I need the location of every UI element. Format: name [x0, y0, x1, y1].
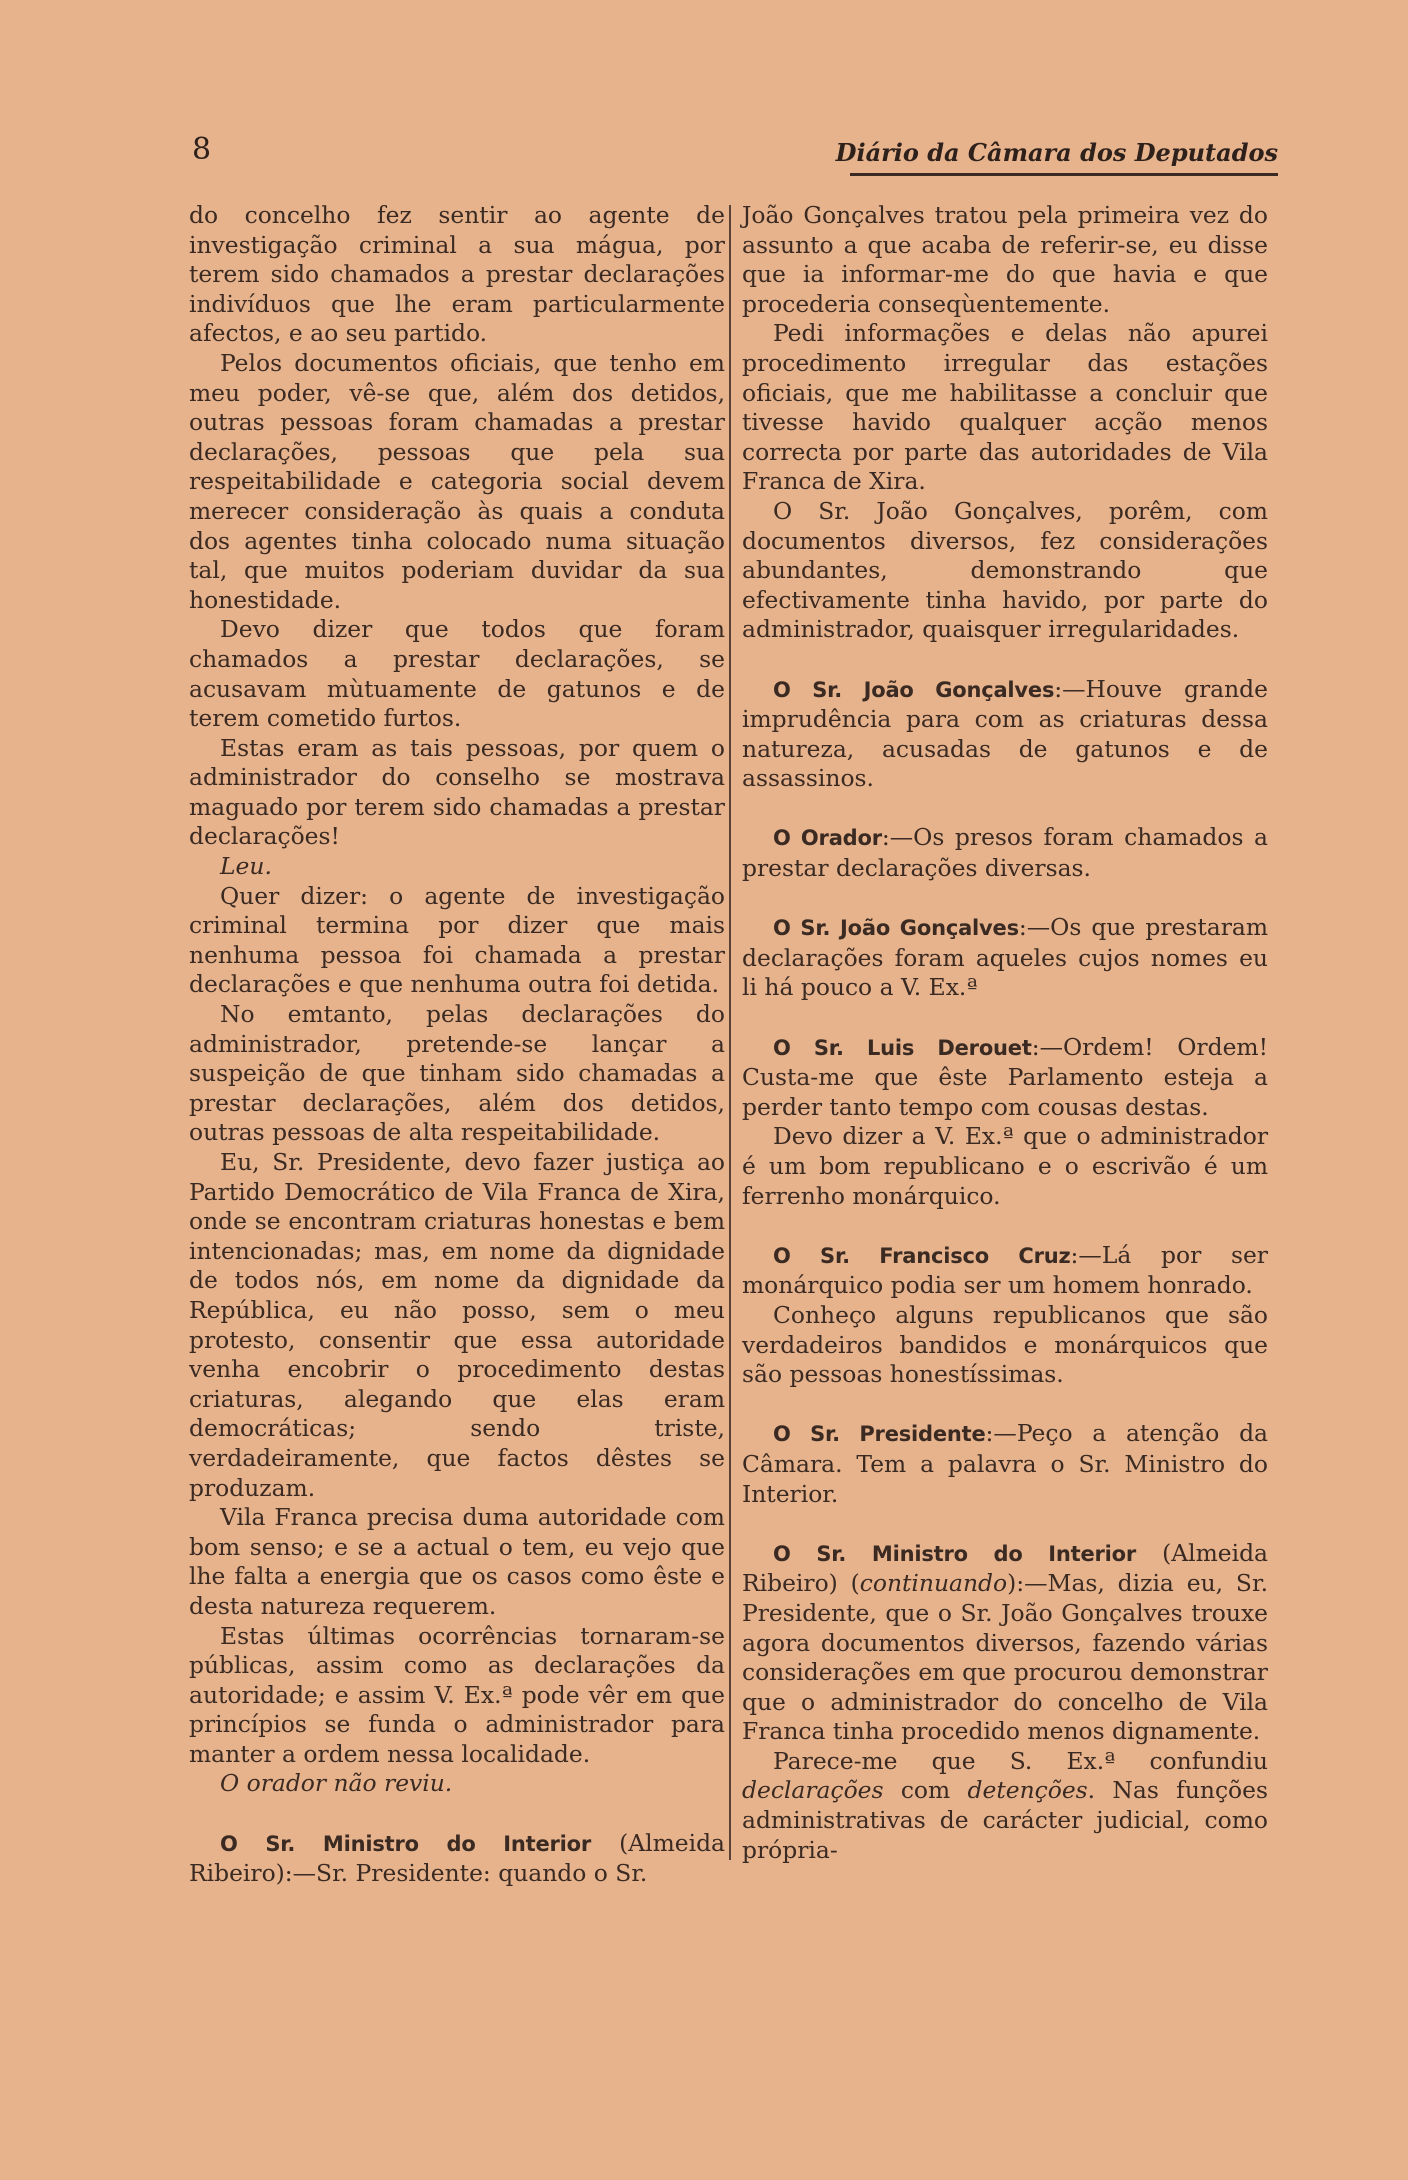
- speaker-name: O Sr. Ministro do Interior: [220, 1831, 592, 1856]
- speech-paragraph: [742, 675, 1268, 794]
- paragraph: Vila Franca precisa duma autoridade com bom senso; e se a actual o tem, eu vejo que lhe falta a energia que os casos como êste e desta natureza requerem.: [189, 1503, 725, 1620]
- paragraph-italic: declarações: [742, 1776, 884, 1805]
- speech-text: ):—Mas, dizia eu, Sr. Presidente, que o Sr. João Gonçalves trouxe agora documentos diversos, fazendo várias considerações em que procurou demonstrar que o administrador do concelho de Vila Franca tinha procedido menos dignamente.: [742, 1569, 1269, 1746]
- speech-italic: continuando: [859, 1569, 1008, 1598]
- speech-paragraph: [742, 1033, 1268, 1123]
- speaker-name: O Sr. Francisco Cruz: [773, 1243, 1071, 1268]
- column-divider: [729, 205, 731, 1860]
- page-number: 8: [192, 132, 212, 167]
- header-rule: [850, 173, 1278, 176]
- paragraph: Eu, Sr. Presidente, devo fazer justiça ao Partido Democrático de Vila Franca de Xira, onde se encontram criaturas honestas e bem intencionadas; mas, em nome da dignidade de todos nós, em nome da dignidade da República, eu não posso, sem o meu protesto, consentir que essa autoridade venha encobrir o procedimento destas criaturas, alegando que elas eram democráticas; sendo triste, verdadeiramente, que factos dêstes se produzam.: [189, 1148, 725, 1502]
- journal-title: Diário da Câmara dos Deputados: [835, 138, 1278, 167]
- speech-paragraph: [742, 1241, 1268, 1301]
- paragraph: Estas últimas ocorrências tornaram-se públicas, assim como as declarações da autoridade; e assim V. Ex.ª pode vêr em que princípios se funda o administrador para manter a ordem nessa localidade.: [189, 1621, 725, 1768]
- speech-paragraph: [742, 1539, 1268, 1747]
- paragraph: João Gonçalves tratou pela primeira vez do assunto a que acaba de referir-se, eu disse que ia informar-me do que havia e que procederia conseqùentemente.: [742, 201, 1268, 318]
- speech-paragraph: [742, 913, 1268, 1003]
- left-column: [189, 201, 725, 1889]
- speech-paragraph: [189, 1829, 725, 1889]
- paragraph: Quer dizer: o agente de investigação criminal termina por dizer que mais nenhuma pessoa foi chamada a prestar declarações e que nenhuma outra foi detida.: [189, 881, 725, 999]
- paragraph: do concelho fez sentir ao agente de investigação criminal a sua mágua, por terem sido chamados a prestar declarações indivíduos que lhe eram particularmente afectos, e ao seu partido.: [189, 201, 725, 348]
- speaker-name: O Sr. Luis Derouet: [773, 1035, 1032, 1060]
- speech-text: :—Lá por ser monárquico podia ser um homem honrado.: [742, 1240, 1268, 1300]
- speaker-name: O Sr. João Gonçalves: [773, 677, 1055, 702]
- paragraph-italic: detenções: [967, 1776, 1088, 1805]
- speaker-name: O Sr. Ministro do Interior: [773, 1541, 1137, 1566]
- stage-direction: O orador não reviu.: [220, 1769, 453, 1798]
- paragraph-text: Parece-me que S. Ex.ª confundiu: [773, 1746, 1268, 1775]
- speech-paragraph: [742, 823, 1268, 883]
- speech-text: (Almeida Ribeiro):—Sr. Presidente: quando o Sr.: [189, 1828, 725, 1888]
- right-column: [742, 201, 1268, 1865]
- paragraph: Devo dizer que todos que foram chamados a prestar declarações, se acusavam mùtuamente de gatunos e de terem cometido furtos.: [189, 615, 725, 733]
- speech-paragraph: [742, 1419, 1268, 1509]
- paragraph: Devo dizer a V. Ex.ª que o administrador é um bom republicano e o escrivão é um ferrenho monárquico.: [742, 1122, 1268, 1210]
- paragraph-text: com: [883, 1776, 968, 1805]
- paragraph: Estas eram as tais pessoas, por quem o administrador do conselho se mostrava maguado por terem sido chamadas a prestar declarações!: [189, 733, 725, 851]
- speech-text: :—Peço a atenção da Câmara. Tem a palavra o Sr. Ministro do Interior.: [742, 1419, 1268, 1508]
- speaker-name: O Sr. João Gonçalves: [773, 916, 1019, 941]
- paragraph: O Sr. João Gonçalves, porêm, com documentos diversos, fez considerações abundantes, demonstrando que efectivamente tinha havido, por parte do administrador, quaisquer irregularidades.: [742, 496, 1268, 644]
- paragraph: [742, 1747, 1268, 1865]
- speaker-name: O Sr. Presidente: [773, 1422, 986, 1447]
- paragraph: Conheço alguns republicanos que são verdadeiros bandidos e monárquicos que são pessoas honestíssimas.: [742, 1300, 1268, 1389]
- speech-text: :—Os presos foram chamados a prestar declarações diversas.: [742, 823, 1268, 883]
- speaker-name: O Orador: [773, 826, 882, 851]
- speech-text: :—Ordem! Ordem! Custa-me que êste Parlamento esteja a perder tanto tempo com cousas destas.: [742, 1032, 1269, 1121]
- paragraph: No emtanto, pelas declarações do administrador, pretende-se lançar a suspeição de que tinham sido chamadas a prestar declarações, além dos detidos, outras pessoas de alta respeitabilidade.: [189, 1000, 725, 1147]
- stage-direction: Leu.: [220, 852, 272, 881]
- paragraph: Pedi informações e delas não apurei procedimento irregular das estações oficiais, que me habilitasse a concluir que tivesse havido qualquer acção menos correcta por parte das autoridades de Vila Franca de Xira.: [742, 319, 1268, 496]
- paragraph-text: . Nas funções administrativas de carácter judicial, como própria-: [742, 1776, 1268, 1864]
- speech-text: :—Os que prestaram declarações foram aqueles cujos nomes eu li há pouco a V. Ex.ª: [742, 913, 1269, 1002]
- speech-text: :—Houve grande imprudência para com as criaturas dessa natureza, acusadas de gatunos e de assassinos.: [742, 674, 1268, 793]
- paragraph: Pelos documentos oficiais, que tenho em meu poder, vê-se que, além dos detidos, outras pessoas foram chamadas a prestar declarações, pessoas que pela sua respeitabilidade e categoria social devem merecer consideração às quais a conduta dos agentes tinha colocado numa situação tal, que muitos poderiam duvidar da sua honestidade.: [189, 348, 725, 614]
- speech-text: (Almeida Ribeiro) (: [742, 1538, 1268, 1598]
